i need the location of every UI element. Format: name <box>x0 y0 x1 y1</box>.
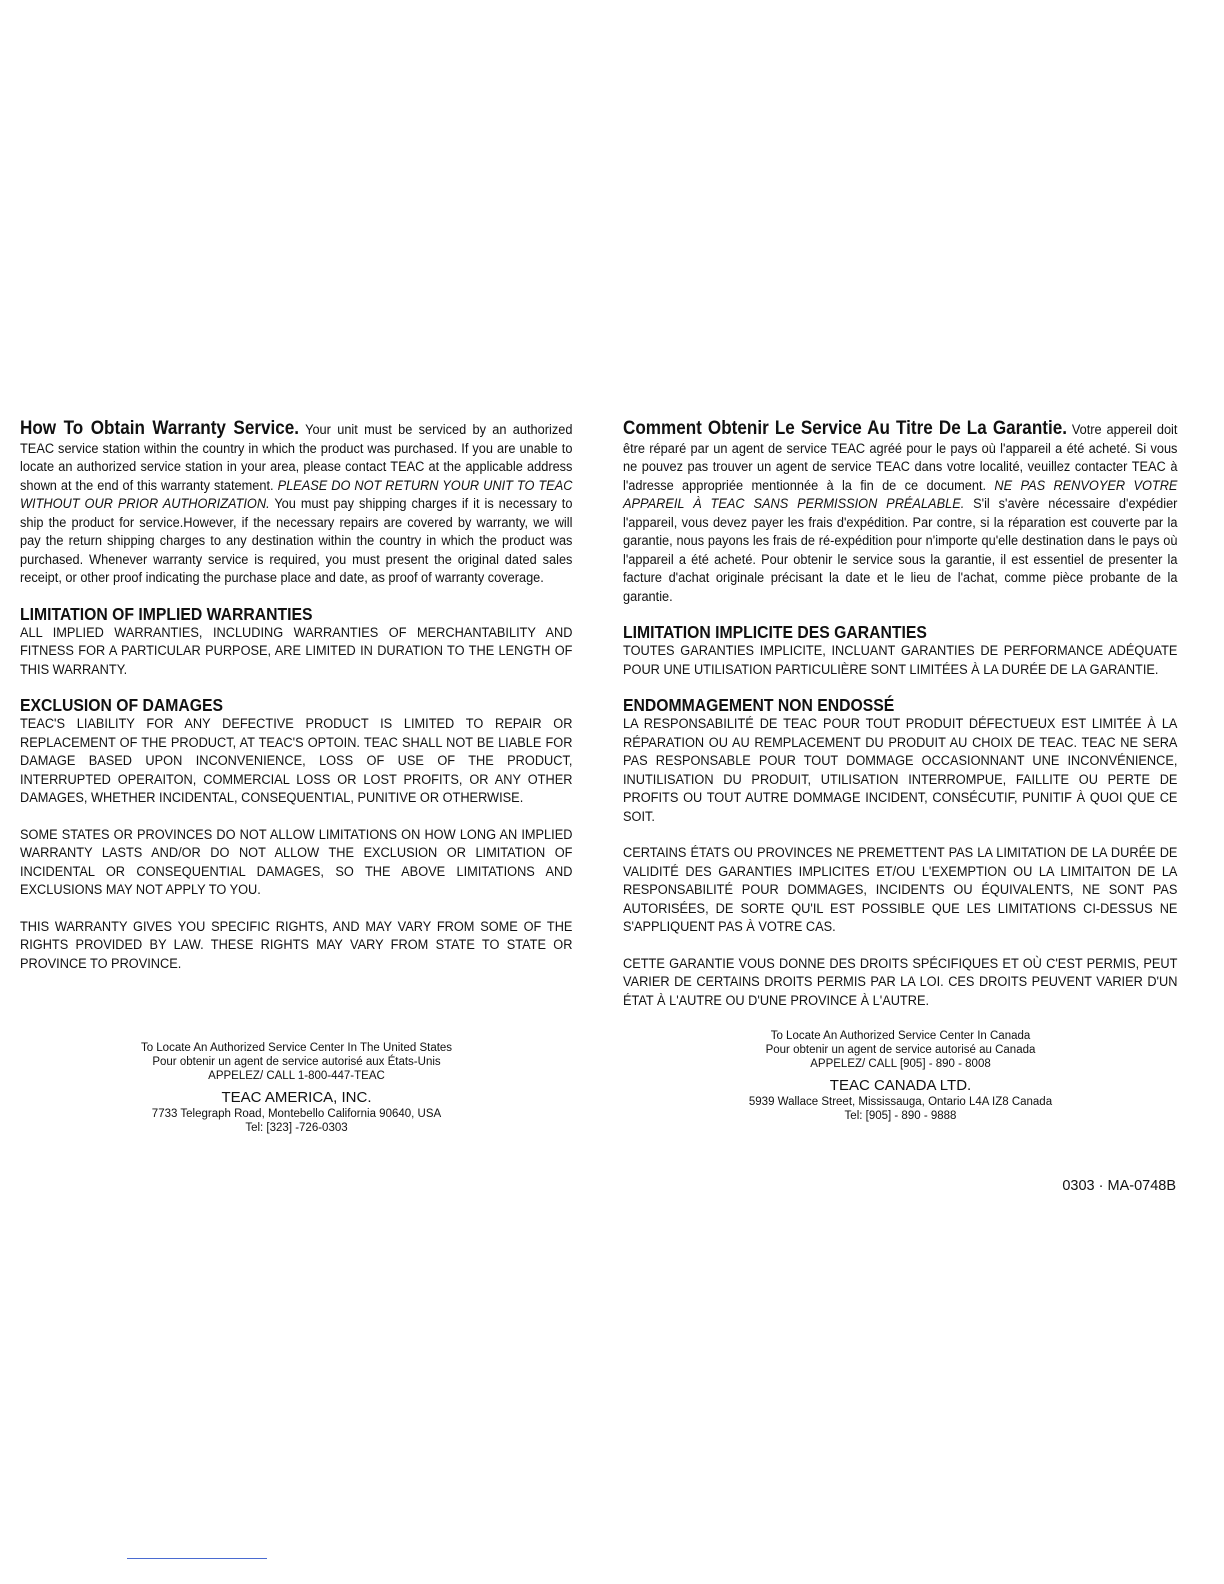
us-service-contact <box>20 1041 573 1135</box>
rights-text-fr: CETTE GARANTIE VOUS DONNE DES DROITS SPÉCIFIQUES ET OÙ C'EST PERMIS, PEUT VARIER DE CERTAINS DROITS PERMIS PAR LA LOI. CES DROITS PEUVENT VARIER D'UN ÉTAT À L'AUTRE OU D'UNE PROVINCE À L'AUTRE. <box>623 955 1178 1009</box>
service-italic-en: PLEASE DO NOT RETURN YOUR UNIT TO TEAC WITHOUT OUR PRIOR AUTHORIZATION. <box>20 477 573 512</box>
us-company-phone: Tel: [323] -726-0303 <box>245 1122 348 1134</box>
states-text-en: SOME STATES OR PROVINCES DO NOT ALLOW LIMITATIONS ON HOW LONG AN IMPLIED WARRANTY LASTS AND/OR DO NOT ALLOW THE EXCLUSION OR LIMITATION OF INCIDENTAL OR CONSEQUENTIAL DAMAGES, SO THE ABOVE LIMITATIONS AND EXCLUSIONS MAY NOT APPLY TO YOU. <box>20 826 573 898</box>
limitation-text-fr: TOUTES GARANTIES IMPLICITE, INCLUANT GARANTIES DE PERFORMANCE ADÉQUATE POUR UNE UTILISATION PARTICULIÈRE SONT LIMITÉES À LA DURÉE DE LA GARANTIE. <box>623 643 1178 678</box>
ca-company-phone: Tel: [905] - 890 - 9888 <box>844 1110 957 1122</box>
ca-company-name: TEAC CANADA LTD. <box>829 1077 972 1094</box>
service-italic-fr: NE PAS RENVOYER VOTRE APPAREIL À TEAC SANS PERMISSION PRÉALABLE. <box>623 477 1178 512</box>
us-contact-line-2: Pour obtenir un agent de service autorisé aux États-Unis <box>152 1056 441 1068</box>
canada-service-contact <box>623 1029 1178 1123</box>
document-code: 0303 · MA-0748B <box>1062 1178 1176 1194</box>
damage-heading-fr: ENDOMMAGEMENT NON ENDOSSÉ <box>623 695 895 715</box>
us-company-name: TEAC AMERICA, INC. <box>221 1089 372 1106</box>
us-contact-phone-line: APPELEZ/ CALL 1-800-447-TEAC <box>208 1070 385 1082</box>
us-contact-line-1: To Locate An Authorized Service Center In The United States <box>140 1042 453 1054</box>
footer-rule <box>127 1558 267 1559</box>
damage-text-fr: LA RESPONSABILITÉ DE TEAC POUR TOUT PRODUIT DÉFECTUEUX EST LIMITÉE À LA RÉPARATION OU AU REMPLACEMENT DU PRODUIT AU CHOIX DE TEAC. TEAC NE SERA PAS RESPONSABLE POUR TOUT DOMMAGE OCCASIONNANT UNE INCONVÉNIENCE, INUTILISATION DU PRODUIT, UTILISATION INTERROMPUE, FAILLITE OU PERTE DE PROFITS OU TOUT AUTRE DOMMAGE INCIDENT, CONSÉCUTIF, PUNITIF À QUOI QUE CE SOIT. <box>623 716 1178 825</box>
service-text-en-1: Your unit must be serviced by an authorized TEAC service station within the country in which the product was purchased. If you are unable to locate an authorized service station in your area, please contact TEAC at the applicable address shown at the end of this warranty statement. <box>20 422 573 494</box>
rights-text-en: THIS WARRANTY GIVES YOU SPECIFIC RIGHTS, AND MAY VARY FROM SOME OF THE RIGHTS PROVIDED BY LAW. THESE RIGHTS MAY VARY FROM STATE TO STATE OR PROVINCE TO PROVINCE. <box>20 918 573 972</box>
ca-contact-line-2: Pour obtenir un agent de service autorisé au Canada <box>765 1044 1036 1056</box>
service-paragraph-en <box>20 420 572 588</box>
service-text-en-2: You must pay shipping charges if it is necessary to ship the product for service.However, if the necessary repairs are covered by warranty, we will pay the return shipping charges to any destination within the country in which the product was purchased. Whenever warranty service is required, you must present the original dated sales receipt, or other proof indicating the purchase place and date, as proof of warranty coverage. <box>20 496 573 586</box>
exclusion-text-en: TEAC'S LIABILITY FOR ANY DEFECTIVE PRODUCT IS LIMITED TO REPAIR OR REPLACEMENT OF THE PRODUCT, AT TEAC'S OPTOIN. TEAC SHALL NOT BE LIABLE FOR DAMAGE BASED UPON INCONVENIENCE, LOSS OF USE OF THE PRODUCT, INTERRUPTED OPERAITON, COMMERCIAL LOSS OR LOST PROFITS, OR ANY OTHER DAMAGES, WHETHER INCIDENTAL, CONSEQUENTIAL, PUNITIVE OR OTHERWISE. <box>20 716 573 806</box>
exclusion-heading-en: EXCLUSION OF DAMAGES <box>20 695 224 715</box>
states-text-fr: CERTAINS ÉTATS OU PROVINCES NE PREMETTENT PAS LA LIMITATION DE LA DURÉE DE VALIDITÉ DES GARANTIES IMPLICITES ET/OU L'EXEMPTION OU LA LIMITAITON DE LA RESPONSABILITÉ POUR DOMMAGES, INCIDENTS OU ÉQUIVALENTS, NE SONT PAS AUTORISÉES, DE SORTE QU'IL EST POSSIBLE QUE LES LIMITATIONS CI-DESSUS NE S'APPLIQUENT PAS À VOTRE CAS. <box>623 845 1178 935</box>
ca-company-address: 5939 Wallace Street, Mississauga, Ontario L4A IZ8 Canada <box>748 1096 1053 1108</box>
ca-contact-line-1: To Locate An Authorized Service Center In Canada <box>770 1030 1031 1042</box>
service-text-fr-1: Votre appereil doit être réparé par un agent de service TEAC agréé pour le pays où l'appareil a été acheté. Si vous ne pouvez pas trouver un agent de service TEAC dans votre localité, veuillez contacter TEAC à l'adresse appropriée mentionnée à la fin de ce document. <box>623 422 1178 494</box>
limitation-heading-en: LIMITATION OF IMPLIED WARRANTIES <box>20 603 313 624</box>
limitation-heading-fr: LIMITATION IMPLICITE DES GARANTIES <box>623 622 927 642</box>
service-paragraph-fr <box>623 420 1177 606</box>
limitation-text-en: ALL IMPLIED WARRANTIES, INCLUDING WARRANTIES OF MERCHANTABILITY AND FITNESS FOR A PARTICULAR PURPOSE, ARE LIMITED IN DURATION TO THE LENGTH OF THIS WARRANTY. <box>20 624 573 678</box>
service-text-fr-2: S'il s'avère nécessaire d'expédier l'appareil, vous devez payer les frais d'expédition. Par contre, si la réparation est couverte par la garantie, nous payons les frais de ré-expédition pour n'importe qu'elle destination dans le pays où l'appareil a été acheté. Pour obtenir le service sous la garantie, il est essentiel de presenter la facture d'achat originale précisant la date et le lieu de l'achat, comme pièce probante de la garantie. <box>623 496 1178 605</box>
ca-contact-phone-line: APPELEZ/ CALL [905] - 890 - 8008 <box>810 1058 991 1070</box>
service-title-fr: Comment Obtenir Le Service Au Titre De La Garantie. <box>623 418 1067 439</box>
french-warranty-column <box>623 420 1178 1010</box>
service-title-en: How To Obtain Warranty Service. <box>20 418 300 439</box>
us-company-address: 7733 Telegraph Road, Montebello California 90640, USA <box>151 1108 442 1120</box>
english-warranty-column <box>20 420 573 973</box>
